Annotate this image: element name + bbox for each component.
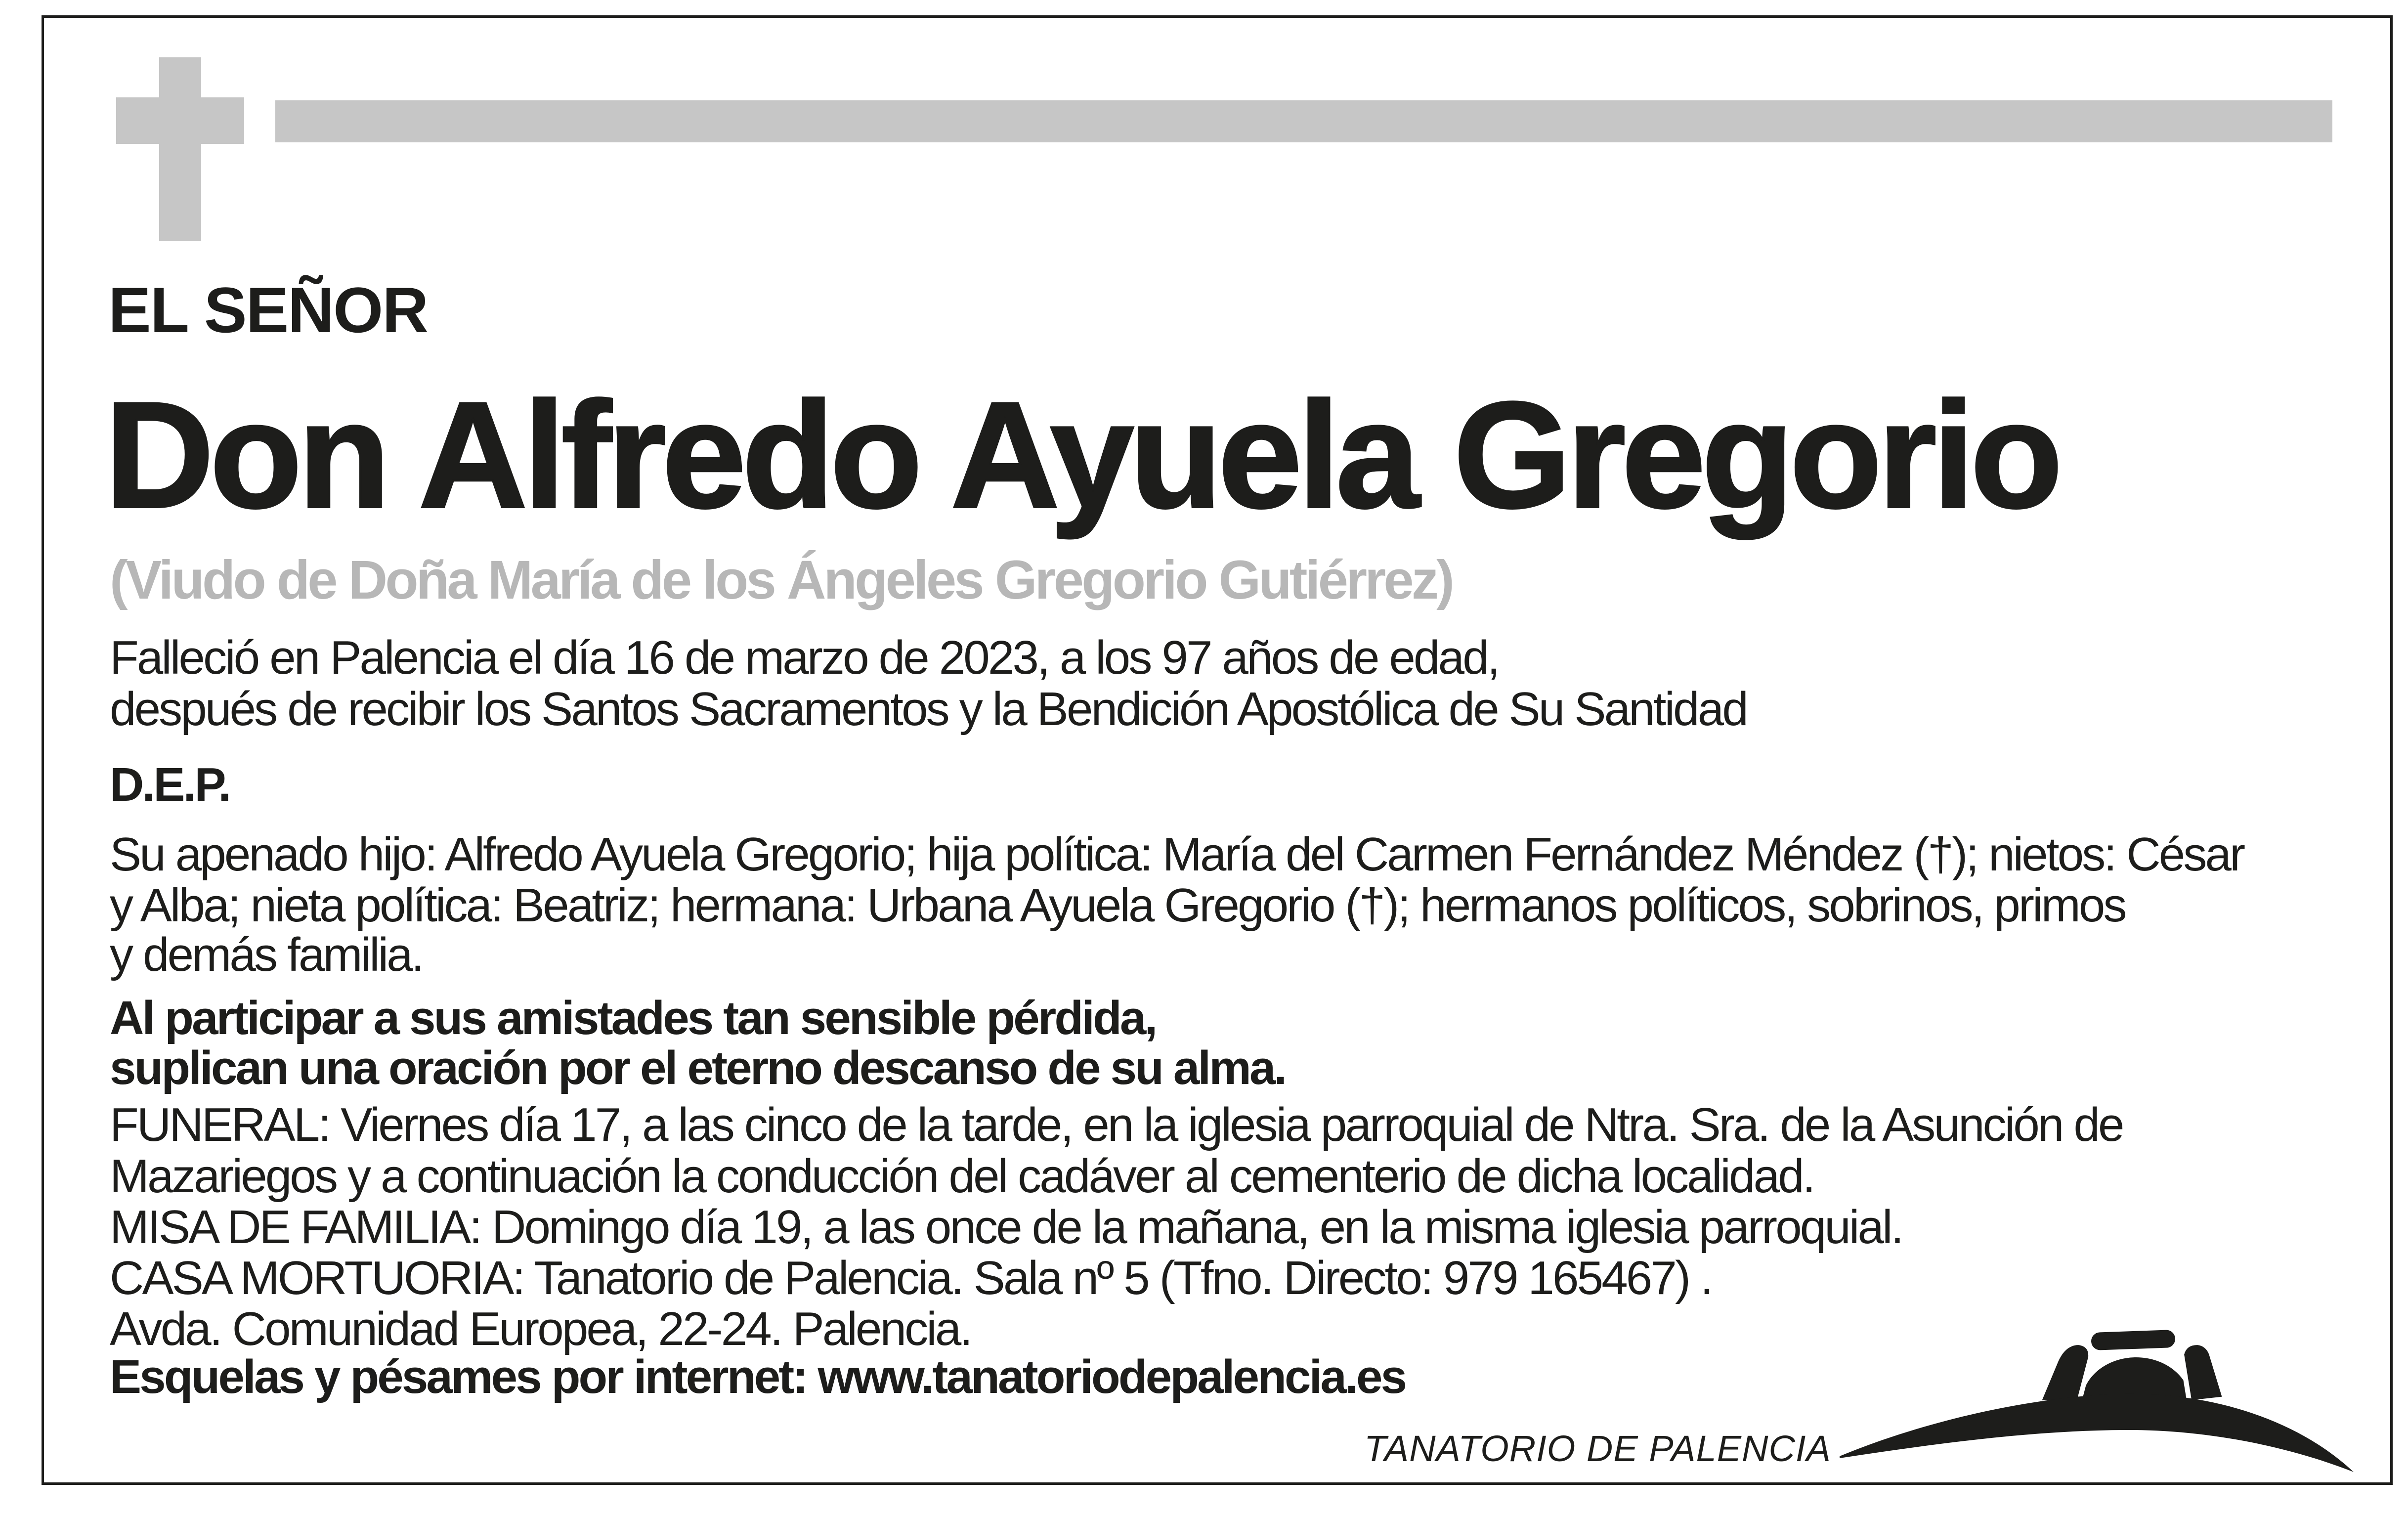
rip-label: D.E.P. (110, 758, 230, 811)
header-rule (275, 100, 2332, 142)
spouse-note: (Viudo de Doña María de los Ángeles Gregorio Gutiérrez) (110, 550, 1453, 610)
deceased-name: Don Alfredo Ayuela Gregorio (105, 370, 2059, 539)
logo-capstone (2088, 1327, 2178, 1353)
cross-vertical-bar (159, 57, 201, 241)
services-line: Mazariegos y a continuación la conducción del cadáver al cementerio de dicha localidad. (110, 1150, 1814, 1203)
cross-horizontal-bar (116, 97, 244, 144)
logo-left-stone (2038, 1343, 2091, 1403)
internet-condolences-line: Esquelas y pésames por internet: www.tanatoriodepalencia.es (110, 1350, 1406, 1403)
services-line: FUNERAL: Viernes día 17, a las cinco de la tarde, en la iglesia parroquial de Ntra. Sra. de la Asunción de (110, 1098, 2123, 1151)
tanatorio-dolmen-logo-icon (1829, 1315, 2363, 1483)
title-prefix: EL SEÑOR (108, 274, 428, 346)
logo-right-stone (2182, 1343, 2225, 1403)
cross-icon (116, 57, 244, 241)
logo-swoosh (1840, 1394, 2354, 1472)
death-line: después de recibir los Santos Sacramentos y la Bendición Apostólica de Su Santidad (110, 683, 1747, 736)
family-line: y Alba; nieta política: Beatriz; hermana: Urbana Ayuela Gregorio (†); hermanos políticos, sobrinos, primos (110, 879, 2125, 932)
family-line: y demás familia. (110, 928, 423, 981)
prayer-request-line: Al participar a sus amistades tan sensible pérdida, (110, 992, 1156, 1044)
services-line: MISA DE FAMILIA: Domingo día 19, a las once de la mañana, en la misma iglesia parroquial. (110, 1201, 1902, 1254)
logo-wordmark: TANATORIO DE PALENCIA (1364, 1428, 1831, 1469)
prayer-request-line: suplican una oración por el eterno descanso de su alma. (110, 1041, 1286, 1094)
services-line: CASA MORTUORIA: Tanatorio de Palencia. Sala nº 5 (Tfno. Directo: 979 165467) . (110, 1252, 1712, 1304)
death-line: Falleció en Palencia el día 16 de marzo de 2023, a los 97 años de edad, (110, 631, 1499, 684)
family-line: Su apenado hijo: Alfredo Ayuela Gregorio; hija política: María del Carmen Fernández Méndez (†); nietos: César (110, 828, 2244, 881)
services-line: Avda. Comunidad Europea, 22-24. Palencia. (110, 1302, 971, 1355)
